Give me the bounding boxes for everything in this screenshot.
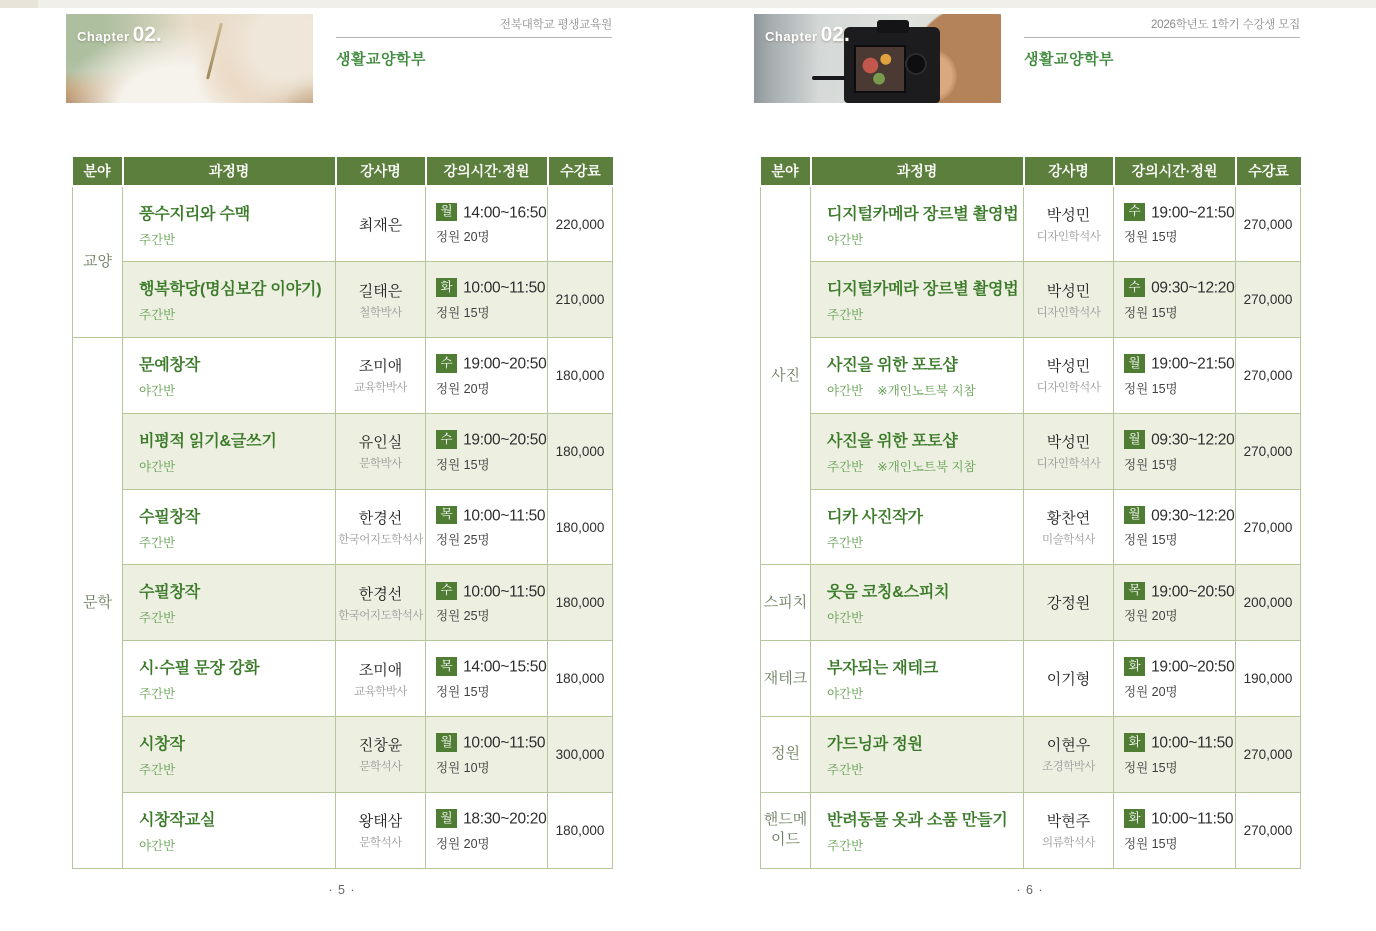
time-range: 09:30~12:20 bbox=[1151, 431, 1235, 449]
teacher-name: 강정원 bbox=[1046, 595, 1091, 613]
class-session-label: 야간반 bbox=[139, 838, 176, 853]
course-table-body bbox=[761, 186, 1301, 868]
course-title: 부자되는 재테크 bbox=[827, 660, 939, 678]
teacher-cell bbox=[1024, 792, 1114, 868]
course-title: 시창작교실 bbox=[139, 811, 216, 829]
course-cell bbox=[123, 717, 336, 793]
time-range: 19:00~21:50 bbox=[1151, 204, 1235, 222]
capacity-label: 정원 20명 bbox=[436, 230, 490, 245]
course-row bbox=[761, 186, 1301, 262]
class-session-label: 주간반 bbox=[827, 535, 864, 550]
teacher-cell bbox=[336, 792, 426, 868]
class-session-label: 주간반 bbox=[139, 611, 176, 626]
class-session-label: 야간반 bbox=[139, 459, 176, 474]
price-cell: 200,000 bbox=[1236, 565, 1301, 641]
course-table-body bbox=[73, 186, 613, 868]
col-header-teacher: 강사명 bbox=[1024, 157, 1114, 186]
price-cell: 210,000 bbox=[548, 262, 613, 338]
course-title: 수필창작 bbox=[139, 508, 201, 526]
course-cell bbox=[123, 792, 336, 868]
col-header-course: 과정명 bbox=[123, 157, 336, 186]
time-range: 14:00~15:50 bbox=[463, 658, 547, 676]
teacher-cell bbox=[336, 565, 426, 641]
chapter-word: Chapter bbox=[77, 29, 130, 44]
day-badge: 월 bbox=[1124, 506, 1145, 525]
price-cell: 180,000 bbox=[548, 792, 613, 868]
teacher-degree: 문학박사 bbox=[359, 458, 402, 471]
course-cell bbox=[811, 565, 1024, 641]
table-header-row bbox=[761, 157, 1301, 186]
chapter-photo-writing bbox=[66, 14, 313, 103]
teacher-cell bbox=[1024, 717, 1114, 793]
day-badge: 수 bbox=[1124, 278, 1145, 297]
teacher-cell bbox=[1024, 262, 1114, 338]
schedule-line bbox=[436, 506, 547, 526]
page-header-block bbox=[1024, 16, 1300, 69]
teacher-cell bbox=[1024, 489, 1114, 565]
schedule-line bbox=[1124, 278, 1235, 298]
price-cell: 300,000 bbox=[548, 717, 613, 793]
schedule-cell bbox=[426, 262, 548, 338]
capacity-label: 정원 25명 bbox=[436, 533, 490, 548]
teacher-degree: 미술학석사 bbox=[1041, 534, 1096, 547]
time-range: 19:00~21:50 bbox=[1151, 355, 1235, 373]
course-subinfo bbox=[139, 608, 335, 626]
capacity-label: 정원 15명 bbox=[1124, 230, 1178, 245]
teacher-degree: 의류학석사 bbox=[1041, 837, 1096, 850]
teacher-degree: 교육학박사 bbox=[353, 382, 408, 395]
teacher-name: 길태은 bbox=[358, 282, 403, 300]
teacher-degree: 문학석사 bbox=[359, 837, 402, 850]
teacher-degree: 교육학박사 bbox=[353, 685, 408, 698]
course-row bbox=[73, 565, 613, 641]
teacher-name: 유인실 bbox=[358, 434, 403, 452]
schedule-cell bbox=[426, 565, 548, 641]
time-range: 18:30~20:20 bbox=[463, 810, 547, 828]
day-badge: 수 bbox=[436, 430, 457, 449]
category-cell: 정원 bbox=[761, 717, 811, 793]
capacity-label: 정원 15명 bbox=[1124, 836, 1178, 851]
teacher-name: 최재은 bbox=[358, 216, 403, 234]
teacher-name: 한경선 bbox=[358, 585, 403, 603]
schedule-line bbox=[1124, 506, 1235, 526]
course-subinfo bbox=[139, 305, 335, 323]
teacher-cell bbox=[1024, 413, 1114, 489]
course-subinfo bbox=[139, 533, 335, 551]
page-number: · 5 · bbox=[328, 883, 356, 897]
day-badge: 화 bbox=[1124, 809, 1145, 828]
price-cell: 270,000 bbox=[1236, 338, 1301, 414]
teacher-cell bbox=[1024, 565, 1114, 641]
teacher-degree: 철학박사 bbox=[359, 306, 402, 319]
course-cell bbox=[123, 565, 336, 641]
price-cell: 270,000 bbox=[1236, 717, 1301, 793]
price-cell: 220,000 bbox=[548, 186, 613, 262]
category-cell: 교양 bbox=[73, 186, 123, 338]
course-title: 시·수필 문장 강화 bbox=[139, 660, 260, 678]
course-row bbox=[73, 338, 613, 414]
course-title: 시창작 bbox=[139, 735, 185, 753]
course-row bbox=[761, 413, 1301, 489]
class-session-label: 야간반 bbox=[827, 611, 864, 626]
teacher-name: 조미애 bbox=[358, 358, 403, 376]
category-cell: 사진 bbox=[761, 186, 811, 565]
price-cell: 180,000 bbox=[548, 413, 613, 489]
teacher-name: 진창윤 bbox=[358, 737, 403, 755]
capacity-label: 정원 10명 bbox=[436, 760, 490, 775]
chapter-number: 02. bbox=[820, 23, 850, 46]
camera-screen-graphic bbox=[854, 45, 906, 93]
course-cell bbox=[811, 186, 1024, 262]
class-session-label: 야간반 bbox=[827, 232, 864, 247]
capacity-label: 정원 15명 bbox=[436, 684, 490, 699]
schedule-line bbox=[1124, 203, 1235, 223]
price-cell: 270,000 bbox=[1236, 262, 1301, 338]
course-cell bbox=[123, 413, 336, 489]
category-cell: 스피치 bbox=[761, 565, 811, 641]
course-table bbox=[760, 157, 1301, 869]
teacher-name: 이기형 bbox=[1046, 671, 1091, 689]
course-row bbox=[73, 413, 613, 489]
col-header-price: 수강료 bbox=[548, 157, 613, 186]
course-cell bbox=[123, 489, 336, 565]
class-session-label: 주간반 bbox=[139, 687, 176, 702]
day-badge: 수 bbox=[1124, 203, 1145, 222]
day-badge: 화 bbox=[1124, 657, 1145, 676]
course-row bbox=[73, 186, 613, 262]
category-cell: 문학 bbox=[73, 338, 123, 869]
schedule-cell bbox=[1114, 186, 1236, 262]
schedule-cell bbox=[1114, 792, 1236, 868]
course-title: 디지털카메라 장르별 촬영법 bbox=[827, 205, 1019, 223]
day-badge: 목 bbox=[436, 506, 457, 525]
course-subinfo bbox=[827, 533, 1023, 551]
time-range: 19:00~20:50 bbox=[463, 431, 547, 449]
time-range: 19:00~20:50 bbox=[1151, 658, 1235, 676]
col-header-schedule: 강의시간·정원 bbox=[1114, 157, 1236, 186]
teacher-name: 박성민 bbox=[1046, 207, 1091, 225]
chapter-word: Chapter bbox=[765, 29, 818, 44]
course-cell bbox=[123, 262, 336, 338]
class-session-label: 주간반 bbox=[139, 535, 176, 550]
price-cell: 270,000 bbox=[1236, 413, 1301, 489]
class-session-label: 야간반 bbox=[827, 383, 864, 398]
course-subinfo bbox=[827, 760, 1023, 778]
course-title: 디카 사진작가 bbox=[827, 508, 923, 526]
schedule-cell bbox=[426, 792, 548, 868]
course-title: 디지털카메라 장르별 촬영법 bbox=[827, 281, 1019, 299]
camera-dial-graphic bbox=[905, 53, 927, 75]
chapter-label bbox=[77, 23, 162, 47]
course-subinfo bbox=[139, 836, 335, 854]
schedule-line bbox=[1124, 582, 1235, 602]
course-subinfo bbox=[139, 684, 335, 702]
course-row bbox=[761, 717, 1301, 793]
class-session-label: 주간반 bbox=[827, 838, 864, 853]
course-cell bbox=[123, 186, 336, 262]
teacher-name: 박성민 bbox=[1046, 282, 1091, 300]
section-title: 생활교양학부 bbox=[336, 51, 426, 68]
class-session-label: 주간반 bbox=[827, 459, 864, 474]
schedule-cell bbox=[426, 489, 548, 565]
course-cell bbox=[811, 717, 1024, 793]
teacher-cell bbox=[1024, 338, 1114, 414]
course-cell bbox=[811, 262, 1024, 338]
teacher-degree: 한국어지도학석사 bbox=[338, 609, 423, 622]
course-title: 웃음 코칭&스피치 bbox=[827, 584, 950, 602]
price-cell: 190,000 bbox=[1236, 641, 1301, 717]
schedule-cell bbox=[1114, 565, 1236, 641]
class-session-label: 야간반 bbox=[827, 687, 864, 702]
schedule-line bbox=[436, 582, 547, 602]
col-header-price: 수강료 bbox=[1236, 157, 1301, 186]
price-cell: 180,000 bbox=[548, 338, 613, 414]
course-title: 가드닝과 정원 bbox=[827, 735, 923, 753]
time-range: 19:00~20:50 bbox=[463, 355, 547, 373]
schedule-cell bbox=[1114, 262, 1236, 338]
schedule-line bbox=[436, 203, 547, 223]
page-header-block bbox=[336, 16, 612, 69]
schedule-line bbox=[1124, 354, 1235, 374]
course-cell bbox=[811, 489, 1024, 565]
day-badge: 월 bbox=[436, 809, 457, 828]
time-range: 10:00~11:50 bbox=[1151, 810, 1234, 828]
teacher-name: 조미애 bbox=[358, 661, 403, 679]
class-session-label: 야간반 bbox=[139, 383, 176, 398]
day-badge: 월 bbox=[436, 733, 457, 752]
course-row bbox=[73, 262, 613, 338]
day-badge: 월 bbox=[1124, 430, 1145, 449]
schedule-cell bbox=[1114, 717, 1236, 793]
capacity-label: 정원 20명 bbox=[436, 836, 490, 851]
course-subinfo bbox=[827, 684, 1023, 702]
teacher-cell bbox=[336, 338, 426, 414]
col-header-teacher: 강사명 bbox=[336, 157, 426, 186]
schedule-cell bbox=[426, 338, 548, 414]
chapter-photo-camera bbox=[754, 14, 1001, 103]
teacher-name: 박성민 bbox=[1046, 434, 1091, 452]
course-row bbox=[73, 489, 613, 565]
price-cell: 270,000 bbox=[1236, 792, 1301, 868]
schedule-line bbox=[1124, 430, 1235, 450]
class-session-label: 주간반 bbox=[827, 762, 864, 777]
course-title: 반려동물 옷과 소품 만들기 bbox=[827, 811, 1008, 829]
schedule-cell bbox=[1114, 338, 1236, 414]
day-badge: 목 bbox=[1124, 582, 1145, 601]
time-range: 10:00~11:50 bbox=[463, 583, 546, 601]
time-range: 14:00~16:50 bbox=[463, 204, 547, 222]
page-number: · 6 · bbox=[1016, 883, 1044, 897]
teacher-name: 박현주 bbox=[1046, 813, 1091, 831]
teacher-cell bbox=[1024, 186, 1114, 262]
schedule-line bbox=[436, 733, 547, 753]
camera-cable-graphic bbox=[812, 76, 846, 80]
schedule-cell bbox=[426, 413, 548, 489]
schedule-cell bbox=[426, 186, 548, 262]
schedule-line bbox=[436, 430, 547, 450]
teacher-name: 황찬연 bbox=[1046, 510, 1091, 528]
course-cell bbox=[123, 338, 336, 414]
schedule-cell bbox=[1114, 489, 1236, 565]
day-badge: 월 bbox=[436, 203, 457, 222]
course-note: ※개인노트북 지참 bbox=[877, 383, 976, 398]
institution-label: 전북대학교 평생교육원 bbox=[499, 19, 612, 31]
schedule-cell bbox=[426, 717, 548, 793]
course-row bbox=[761, 489, 1301, 565]
col-header-schedule: 강의시간·정원 bbox=[426, 157, 548, 186]
chapter-label bbox=[765, 23, 850, 47]
course-subinfo bbox=[827, 230, 1023, 248]
time-range: 09:30~12:20 bbox=[1151, 507, 1235, 525]
course-title: 수필창작 bbox=[139, 584, 201, 602]
course-title: 풍수지리와 수맥 bbox=[139, 205, 251, 223]
course-row bbox=[761, 262, 1301, 338]
day-badge: 목 bbox=[436, 657, 457, 676]
col-header-course: 과정명 bbox=[811, 157, 1024, 186]
teacher-name: 왕태삼 bbox=[358, 813, 403, 831]
course-title: 사진을 위한 포토샵 bbox=[827, 432, 958, 450]
teacher-name: 이현우 bbox=[1046, 737, 1091, 755]
teacher-cell bbox=[336, 262, 426, 338]
course-cell bbox=[811, 338, 1024, 414]
teacher-cell bbox=[336, 717, 426, 793]
class-session-label: 주간반 bbox=[827, 308, 864, 323]
schedule-line bbox=[436, 354, 547, 374]
capacity-label: 정원 15명 bbox=[1124, 305, 1178, 320]
teacher-cell bbox=[1024, 641, 1114, 717]
capacity-label: 정원 20명 bbox=[1124, 609, 1178, 624]
course-title: 문예창작 bbox=[139, 356, 201, 374]
teacher-degree: 디자인학석사 bbox=[1036, 382, 1101, 395]
time-range: 19:00~20:50 bbox=[1151, 583, 1235, 601]
course-row bbox=[761, 641, 1301, 717]
time-range: 10:00~11:50 bbox=[463, 507, 546, 525]
teacher-degree: 디자인학석사 bbox=[1036, 306, 1101, 319]
class-session-label: 주간반 bbox=[139, 308, 176, 323]
teacher-cell bbox=[336, 186, 426, 262]
course-subinfo bbox=[827, 457, 1023, 475]
day-badge: 화 bbox=[1124, 733, 1145, 752]
course-cell bbox=[123, 641, 336, 717]
teacher-name: 박성민 bbox=[1046, 358, 1091, 376]
catalog-page-right bbox=[688, 0, 1376, 931]
course-row bbox=[761, 792, 1301, 868]
teacher-degree: 조경학박사 bbox=[1041, 761, 1096, 774]
course-subinfo bbox=[827, 608, 1023, 626]
time-range: 10:00~11:50 bbox=[463, 734, 546, 752]
course-row bbox=[73, 641, 613, 717]
capacity-label: 정원 15명 bbox=[1124, 457, 1178, 472]
col-header-category: 분야 bbox=[761, 157, 811, 186]
price-cell: 180,000 bbox=[548, 489, 613, 565]
day-badge: 월 bbox=[1124, 354, 1145, 373]
course-subinfo bbox=[139, 381, 335, 399]
course-title: 행복학당(명심보감 이야기) bbox=[139, 281, 322, 299]
course-row bbox=[761, 338, 1301, 414]
schedule-cell bbox=[426, 641, 548, 717]
course-subinfo bbox=[139, 230, 335, 248]
schedule-line bbox=[1124, 657, 1235, 677]
course-title: 비평적 읽기&글쓰기 bbox=[139, 432, 277, 450]
table-header-row bbox=[73, 157, 613, 186]
teacher-name: 한경선 bbox=[358, 510, 403, 528]
course-table bbox=[72, 157, 613, 869]
capacity-label: 정원 20명 bbox=[1124, 684, 1178, 699]
teacher-cell bbox=[336, 489, 426, 565]
teacher-cell bbox=[336, 413, 426, 489]
day-badge: 화 bbox=[436, 278, 457, 297]
schedule-line bbox=[1124, 733, 1235, 753]
capacity-label: 정원 15명 bbox=[436, 305, 490, 320]
header-rule bbox=[1024, 37, 1300, 38]
category-cell: 핸드메이드 bbox=[761, 792, 811, 868]
schedule-cell bbox=[1114, 413, 1236, 489]
course-cell bbox=[811, 641, 1024, 717]
course-subinfo bbox=[827, 836, 1023, 854]
category-cell: 재테크 bbox=[761, 641, 811, 717]
section-title: 생활교양학부 bbox=[1024, 51, 1114, 68]
course-subinfo bbox=[139, 457, 335, 475]
day-badge: 수 bbox=[436, 582, 457, 601]
course-subinfo bbox=[827, 381, 1023, 399]
time-range: 10:00~11:50 bbox=[1151, 734, 1234, 752]
class-session-label: 주간반 bbox=[139, 232, 176, 247]
capacity-label: 정원 25명 bbox=[436, 609, 490, 624]
time-range: 09:30~12:20 bbox=[1151, 279, 1235, 297]
teacher-degree: 디자인학석사 bbox=[1036, 458, 1101, 471]
capacity-label: 정원 20명 bbox=[436, 381, 490, 396]
schedule-line bbox=[436, 278, 547, 298]
course-note: ※개인노트북 지참 bbox=[877, 459, 976, 474]
course-subinfo bbox=[139, 760, 335, 778]
price-cell: 270,000 bbox=[1236, 489, 1301, 565]
course-row bbox=[73, 717, 613, 793]
col-header-category: 분야 bbox=[73, 157, 123, 186]
schedule-line bbox=[436, 657, 547, 677]
header-rule bbox=[336, 37, 612, 38]
day-badge: 수 bbox=[436, 354, 457, 373]
camera-graphic bbox=[844, 27, 940, 103]
teacher-degree: 한국어지도학석사 bbox=[338, 534, 423, 547]
class-session-label: 주간반 bbox=[139, 762, 176, 777]
capacity-label: 정원 15명 bbox=[1124, 381, 1178, 396]
time-range: 10:00~11:50 bbox=[463, 279, 546, 297]
course-row bbox=[761, 565, 1301, 641]
schedule-line bbox=[1124, 809, 1235, 829]
course-cell bbox=[811, 413, 1024, 489]
teacher-degree: 문학석사 bbox=[359, 761, 402, 774]
capacity-label: 정원 15명 bbox=[436, 457, 490, 472]
price-cell: 270,000 bbox=[1236, 186, 1301, 262]
capacity-label: 정원 15명 bbox=[1124, 533, 1178, 548]
recruit-label: 2026학년도 1학기 수강생 모집 bbox=[1150, 19, 1300, 31]
pen-graphic bbox=[206, 22, 223, 79]
schedule-cell bbox=[1114, 641, 1236, 717]
schedule-line bbox=[436, 809, 547, 829]
course-row bbox=[73, 792, 613, 868]
course-title: 사진을 위한 포토샵 bbox=[827, 356, 958, 374]
course-subinfo bbox=[827, 305, 1023, 323]
chapter-number: 02. bbox=[132, 23, 162, 46]
capacity-label: 정원 15명 bbox=[1124, 760, 1178, 775]
price-cell: 180,000 bbox=[548, 641, 613, 717]
teacher-degree: 디자인학석사 bbox=[1036, 231, 1101, 244]
price-cell: 180,000 bbox=[548, 565, 613, 641]
teacher-cell bbox=[336, 641, 426, 717]
course-cell bbox=[811, 792, 1024, 868]
